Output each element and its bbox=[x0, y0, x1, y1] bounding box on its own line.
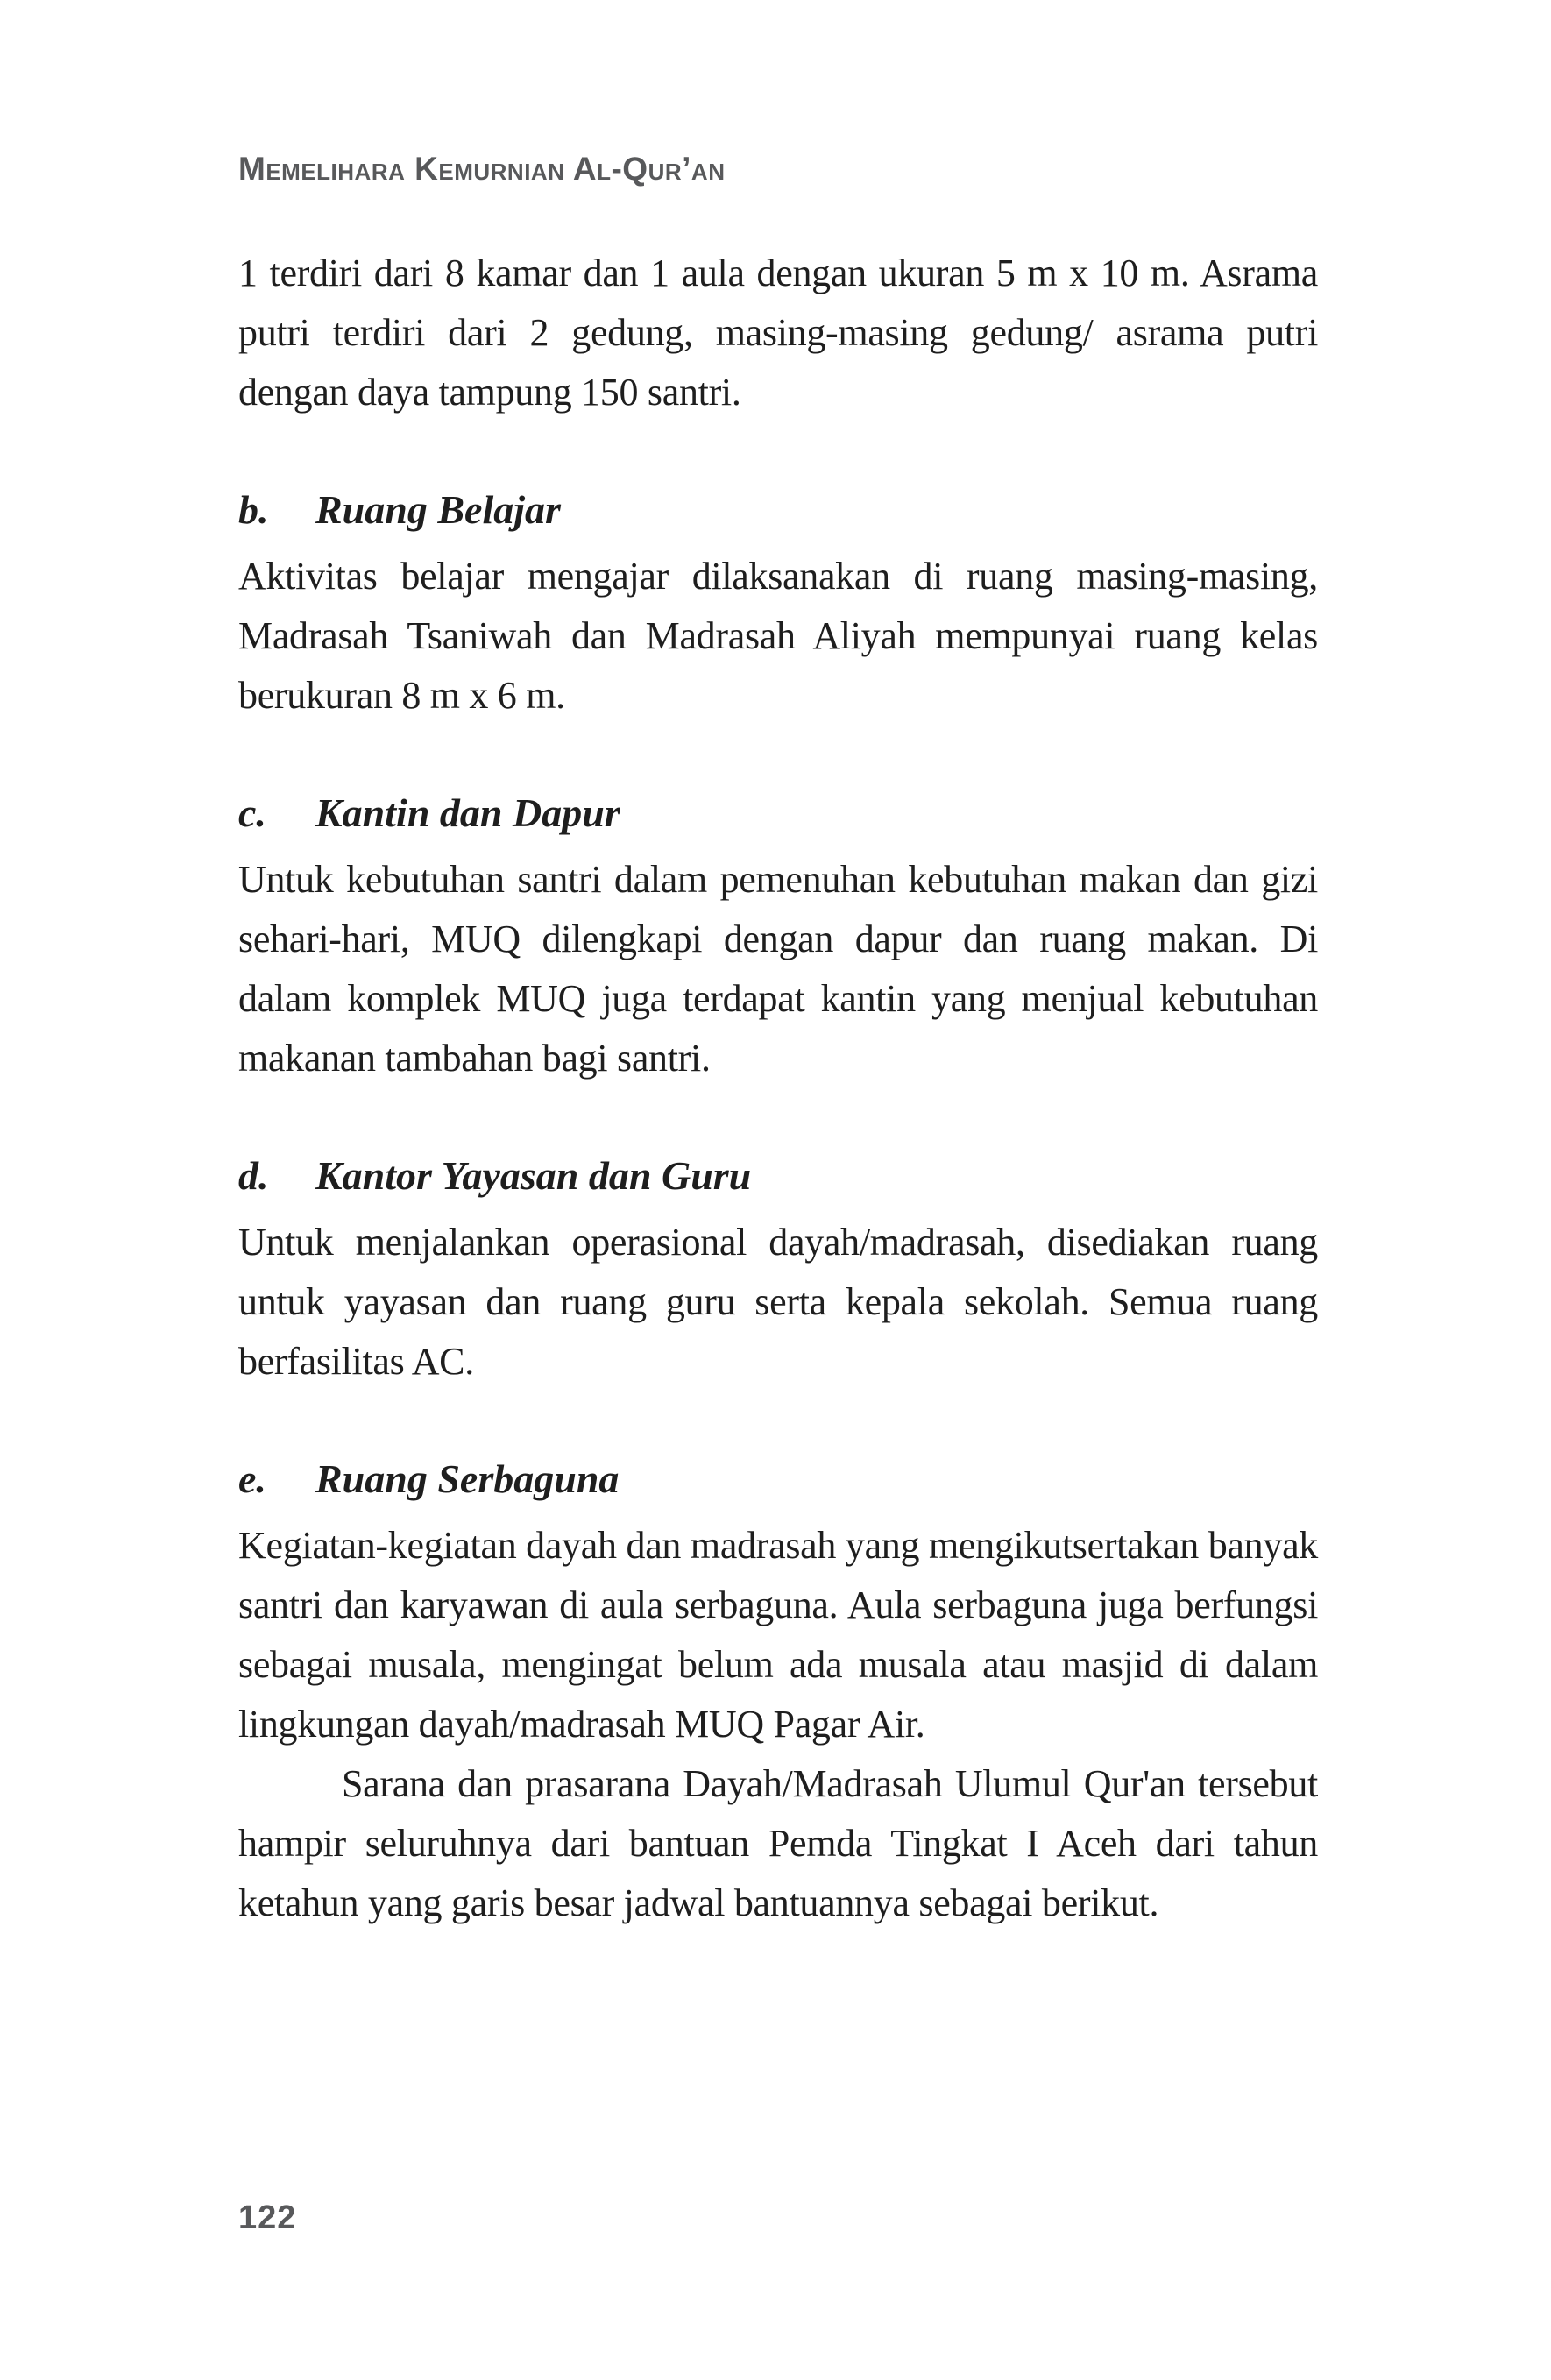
section-body: Untuk menjalankan operasional dayah/madrasah, disediakan ruang untuk yayasan dan ruang guru serta kepala sekolah. Semua ruang berfasilitas AC. bbox=[238, 1221, 1318, 1383]
section-heading bbox=[238, 783, 1318, 843]
section-title: Ruang Serbaguna bbox=[315, 1456, 620, 1501]
intro-paragraph: 1 terdiri dari 8 kamar dan 1 aula dengan ukuran 5 m x 10 m. Asrama putri terdiri dari 2 gedung, masing-masing gedung/ asrama putri dengan daya tampung 150 santri. bbox=[238, 251, 1318, 414]
page-content bbox=[238, 0, 1318, 1933]
section-title: Kantin dan Dapur bbox=[315, 790, 620, 835]
closing-paragraph: Sarana dan prasarana Dayah/Madrasah Ulumul Qur'an tersebut hampir seluruhnya dari bantuan Pemda Tingkat I Aceh dari tahun ketahun yang garis besar jadwal bantuannya sebagai berikut. bbox=[238, 1762, 1318, 1924]
section-body: Untuk kebutuhan santri dalam pemenuhan kebutuhan makan dan gizi sehari-hari, MUQ dilengkapi dengan dapur dan ruang makan. Di dalam komplek MUQ juga terdapat kantin yang menjual kebutuhan makanan tambahan bagi santri. bbox=[238, 858, 1318, 1080]
section-heading bbox=[238, 1449, 1318, 1509]
section-label: d. bbox=[238, 1153, 269, 1198]
section-ruang-belajar bbox=[238, 480, 1318, 726]
section-label: b. bbox=[238, 487, 269, 532]
section-title: Kantor Yayasan dan Guru bbox=[315, 1153, 752, 1198]
section-ruang-serbaguna bbox=[238, 1449, 1318, 1754]
section-title: Ruang Belajar bbox=[315, 487, 561, 532]
section-heading bbox=[238, 1146, 1318, 1206]
section-kantor-yayasan-dan-guru bbox=[238, 1146, 1318, 1392]
section-heading bbox=[238, 480, 1318, 540]
page-number: 122 bbox=[238, 2199, 297, 2236]
running-header: Memelihara Kemurnian Al-Qur’an bbox=[238, 151, 726, 187]
section-body: Aktivitas belajar mengajar dilaksanakan di ruang masing-masing, Madrasah Tsaniwah dan Madrasah Aliyah mempunyai ruang kelas berukuran 8 m x 6 m. bbox=[238, 555, 1318, 717]
section-kantin-dan-dapur bbox=[238, 783, 1318, 1088]
section-label: c. bbox=[238, 790, 266, 835]
section-body: Kegiatan-kegiatan dayah dan madrasah yang mengikutsertakan banyak santri dan karyawan di aula serbaguna. Aula serbaguna juga berfungsi sebagai musala, mengingat belum ada musala atau masjid di dalam lingkungan dayah/madrasah MUQ Pagar Air. bbox=[238, 1524, 1318, 1746]
section-label: e. bbox=[238, 1456, 266, 1501]
